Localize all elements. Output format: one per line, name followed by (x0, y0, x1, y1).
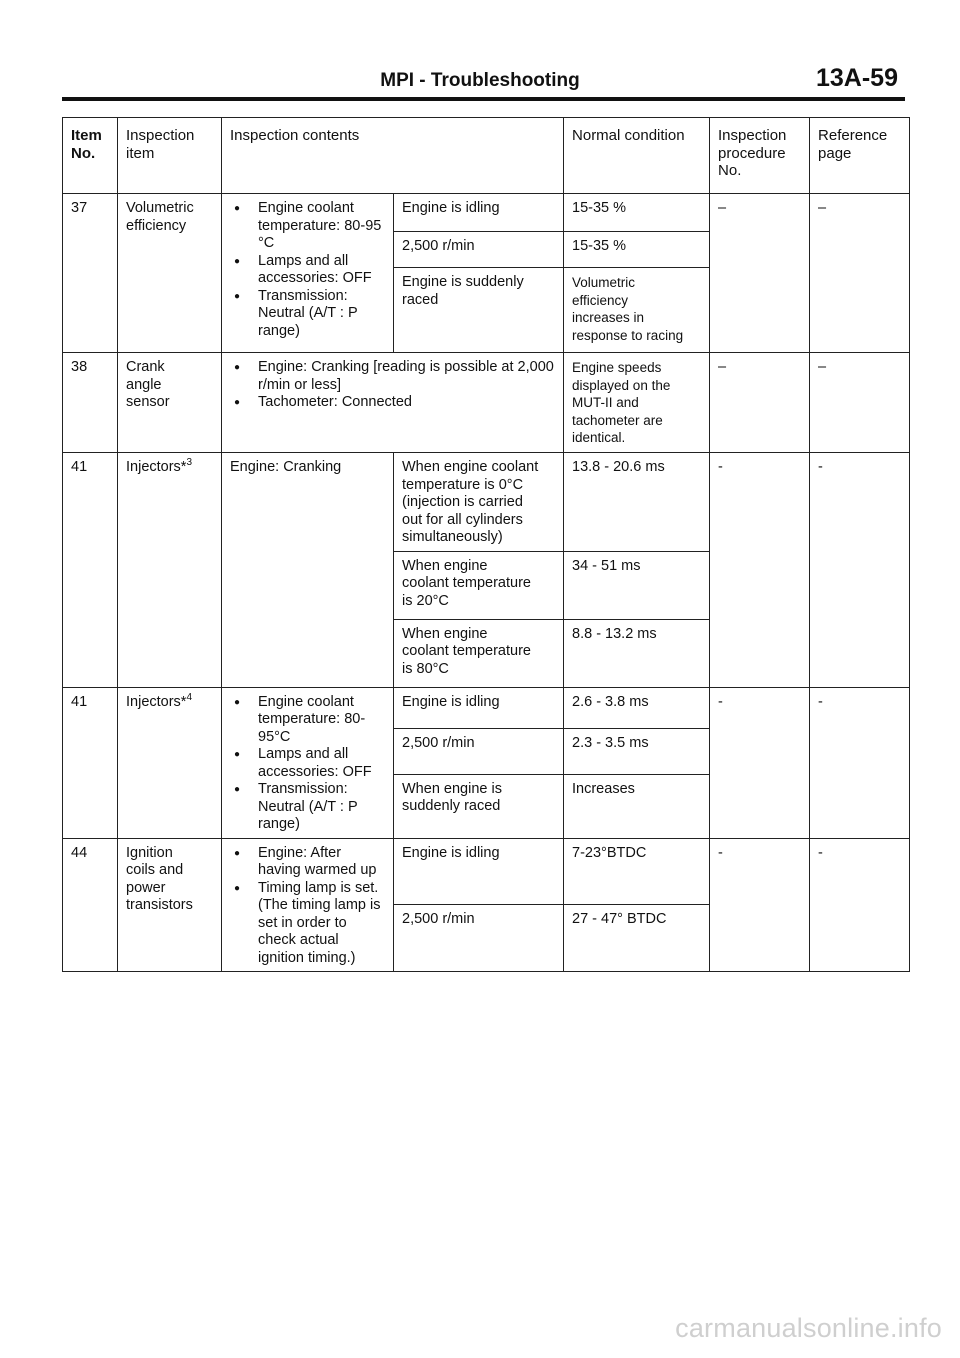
check-condition: 2,500 r/min (394, 904, 564, 971)
reference-page: - (810, 687, 910, 838)
reference-page: - (810, 838, 910, 972)
check-condition: Engine is suddenly raced (394, 268, 564, 353)
contents-bullet: ● Lamps and all accessories: OFF (258, 253, 385, 288)
normal-value: 27 - 47° BTDC (564, 904, 710, 971)
inspection-procedure: - (710, 838, 810, 972)
normal-value: Volumetric efficiency increases in response to racing (564, 268, 710, 353)
troubleshooting-table (62, 117, 910, 972)
normal-value: 2.6 - 3.8 ms (564, 687, 710, 728)
col-reference-page: Reference page (810, 118, 910, 194)
check-condition: When engine coolant temperature is 80°C (394, 619, 564, 687)
col-normal-condition: Normal condition (564, 118, 710, 194)
contents-bullet: ● Timing lamp is set. (The timing lamp is set in order to check actual ignition timing.) (258, 880, 385, 968)
table-row (63, 194, 910, 232)
normal-value: 13.8 - 20.6 ms (564, 453, 710, 552)
contents-bullet: ● Lamps and all accessories: OFF (258, 746, 385, 781)
header-rule (62, 97, 905, 101)
table-row (63, 838, 910, 904)
item-no: 41 (63, 453, 118, 688)
check-condition: 2,500 r/min (394, 728, 564, 774)
contents-bullet: ● Engine coolant temperature: 80-95°C (258, 694, 385, 747)
table-row (63, 687, 910, 728)
normal-value: 7-23°BTDC (564, 838, 710, 904)
inspection-item: Volumetric efficiency (118, 194, 222, 353)
col-inspection-item: Inspection item (118, 118, 222, 194)
col-inspection-contents: Inspection contents (222, 118, 564, 194)
normal-value: 2.3 - 3.5 ms (564, 728, 710, 774)
inspection-item: Ignition coils and power transistors (118, 838, 222, 972)
reference-page: - (810, 453, 910, 688)
reference-page: – (810, 353, 910, 453)
contents-bullet: ● Engine coolant temperature: 80-95 °C (258, 200, 385, 253)
check-condition: When engine coolant temperature is 0°C (injection is carried out for all cylinders simultaneously) (394, 453, 564, 552)
normal-value: 15-35 % (564, 194, 710, 232)
check-condition: Engine is idling (394, 687, 564, 728)
contents-bullet: ● Engine: Cranking [reading is possible at 2,000 r/min or less] (258, 359, 555, 394)
item-no: 37 (63, 194, 118, 353)
watermark: carmanualsonline.info (675, 1313, 942, 1343)
check-condition: Engine is idling (394, 838, 564, 904)
page-title: MPI - Troubleshooting (380, 70, 580, 91)
contents-bullet: ● Transmission: Neutral (A/T : P range) (258, 781, 385, 834)
inspection-procedure: – (710, 353, 810, 453)
col-item-no: Item No. (63, 118, 118, 194)
inspection-item (118, 453, 222, 688)
item-no: 41 (63, 687, 118, 838)
inspection-contents (222, 838, 394, 972)
inspection-item (118, 687, 222, 838)
col-inspection-procedure: Inspection procedure No. (710, 118, 810, 194)
footnote-marker: 3 (186, 457, 193, 468)
normal-value: Increases (564, 774, 710, 838)
footnote-marker: 4 (186, 691, 193, 703)
contents-bullet: ● Tachometer: Connected (258, 394, 555, 412)
normal-value: 34 - 51 ms (564, 551, 710, 619)
inspection-procedure: – (710, 194, 810, 353)
inspection-contents (222, 194, 394, 353)
inspection-item-label: Injectors* (126, 459, 187, 475)
table-row (63, 353, 910, 453)
page-code: 13A-59 (816, 64, 898, 92)
table-header-row (63, 118, 910, 194)
inspection-contents: Engine: Cranking (222, 453, 394, 688)
contents-bullet: ● Transmission: Neutral (A/T : P range) (258, 288, 385, 341)
check-condition: When engine coolant temperature is 20°C (394, 551, 564, 619)
inspection-procedure: - (710, 453, 810, 688)
item-no: 38 (63, 353, 118, 453)
normal-value: 15-35 % (564, 232, 710, 268)
inspection-item: Crank angle sensor (118, 353, 222, 453)
inspection-contents (222, 353, 564, 453)
contents-bullet: ● Engine: After having warmed up (258, 845, 385, 880)
check-condition: 2,500 r/min (394, 232, 564, 268)
normal-value: Engine speeds displayed on the MUT-II and tachometer are identical. (564, 353, 710, 453)
inspection-contents (222, 687, 394, 838)
item-no: 44 (63, 838, 118, 972)
inspection-procedure: - (710, 687, 810, 838)
inspection-item-label: Injectors* (126, 693, 187, 710)
table-row (63, 453, 910, 552)
check-condition: Engine is idling (394, 194, 564, 232)
reference-page: – (810, 194, 910, 353)
normal-value: 8.8 - 13.2 ms (564, 619, 710, 687)
check-condition: When engine is suddenly raced (394, 774, 564, 838)
